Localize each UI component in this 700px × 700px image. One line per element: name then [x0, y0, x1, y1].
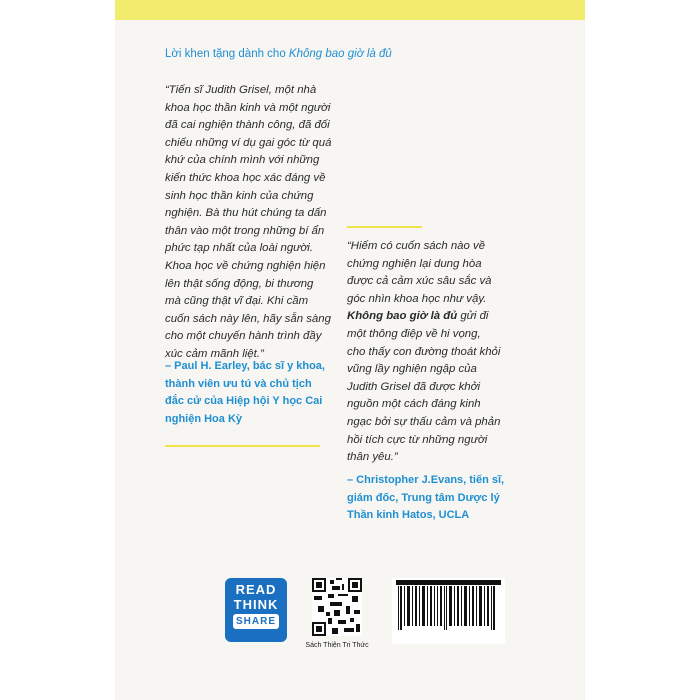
quote-bold-title: Không bao giờ là đủ	[347, 310, 458, 323]
quote-line: vũng lầy nghiện ngập của	[347, 363, 477, 376]
praise-heading	[165, 48, 392, 60]
quote-evans	[347, 238, 572, 467]
quote-line: chiếu những ví dụ gai góc từ quá	[165, 136, 332, 149]
quote-line: Judith Grisel đã được khởi	[347, 380, 481, 393]
quote-line: nguồn một cách đáng kinh	[347, 398, 481, 411]
praise-book-title: Không bao giờ là đủ	[288, 48, 392, 60]
quote-line: được cả cảm xúc sâu sắc và	[347, 275, 492, 288]
attribution-line: thành viên ưu tú và chủ tịch	[165, 377, 312, 390]
quote-line: “Tiến sĩ Judith Grisel, một nhà	[165, 84, 317, 96]
book-back-cover	[115, 0, 585, 700]
logo-think: THINK	[233, 597, 279, 612]
qr-caption: Sách Thiện Tri Thức	[305, 642, 369, 649]
praise-prefix: Lời khen tặng dành cho	[165, 48, 289, 60]
quote-line: góc nhìn khoa học như vậy.	[347, 292, 487, 305]
quote-line: mà cũng thật vĩ đại. Khi cầm	[165, 295, 309, 308]
quote-line: “Hiếm có cuốn sách nào về	[347, 240, 486, 252]
quote-line: đã cai nghiện thành công, đã đối	[165, 119, 330, 132]
attribution-evans	[347, 472, 572, 525]
quote-line: một thông điệp về hi vọng,	[347, 327, 481, 340]
attribution-line: Thần kinh Hatos, UCLA	[347, 509, 470, 522]
attribution-line: giám đốc, Trung tâm Dược lý	[347, 491, 500, 504]
quote-line: ngạc bởi sự thấu cảm và phản	[347, 415, 501, 428]
read-think-share-logo	[225, 578, 287, 642]
quote-line: Khoa học về chứng nghiện hiện	[165, 259, 326, 272]
quote-after-bold: gửi đi	[457, 310, 489, 323]
attribution-line: – Christopher J.Evans, tiến sĩ,	[347, 474, 505, 486]
quote-line: phức tạp nhất của loài người.	[165, 242, 313, 255]
top-yellow-band	[115, 0, 585, 20]
quote-line: sinh học thần kinh của chứng	[165, 189, 314, 202]
quote-line: chứng nghiện lại dung hòa	[347, 257, 482, 270]
yellow-divider	[165, 445, 320, 447]
quote-line: thân yêu.”	[347, 451, 398, 464]
attribution-line: đắc cử của Hiệp hội Y học Cai	[165, 395, 323, 408]
logo-read: READ	[235, 582, 277, 597]
quote-line: khứ của chính mình với những	[165, 154, 320, 167]
quote-line: kiến thức khoa học xác đáng về	[165, 171, 326, 184]
quote-line: xúc cảm mãnh liệt.”	[165, 347, 264, 360]
quote-line: thân vào một trong những bí ẩn	[165, 224, 325, 237]
quote-line: hồi tích cực từ những người	[347, 433, 488, 446]
logo-share: SHARE	[233, 614, 279, 629]
attribution-line: – Paul H. Earley, bác sĩ y khoa,	[165, 360, 325, 372]
quote-line: nghiện. Bà thu hút chúng ta dấn	[165, 207, 327, 220]
quote-line: khoa học thần kinh và một người	[165, 101, 331, 114]
quote-line: cho một chuyến hành trình đầy	[165, 330, 322, 343]
yellow-divider	[347, 226, 422, 228]
attribution-line: nghiện Hoa Kỳ	[165, 412, 243, 425]
isbn-barcode	[392, 578, 505, 644]
qr-code	[312, 578, 362, 636]
quote-line: cuốn sách này lên, hãy sẵn sàng	[165, 312, 331, 325]
quote-line: lên thật sống động, bi thương	[165, 277, 314, 290]
quote-line-mixed	[347, 308, 572, 326]
quote-line: cho thấy con đường thoát khỏi	[347, 345, 501, 358]
